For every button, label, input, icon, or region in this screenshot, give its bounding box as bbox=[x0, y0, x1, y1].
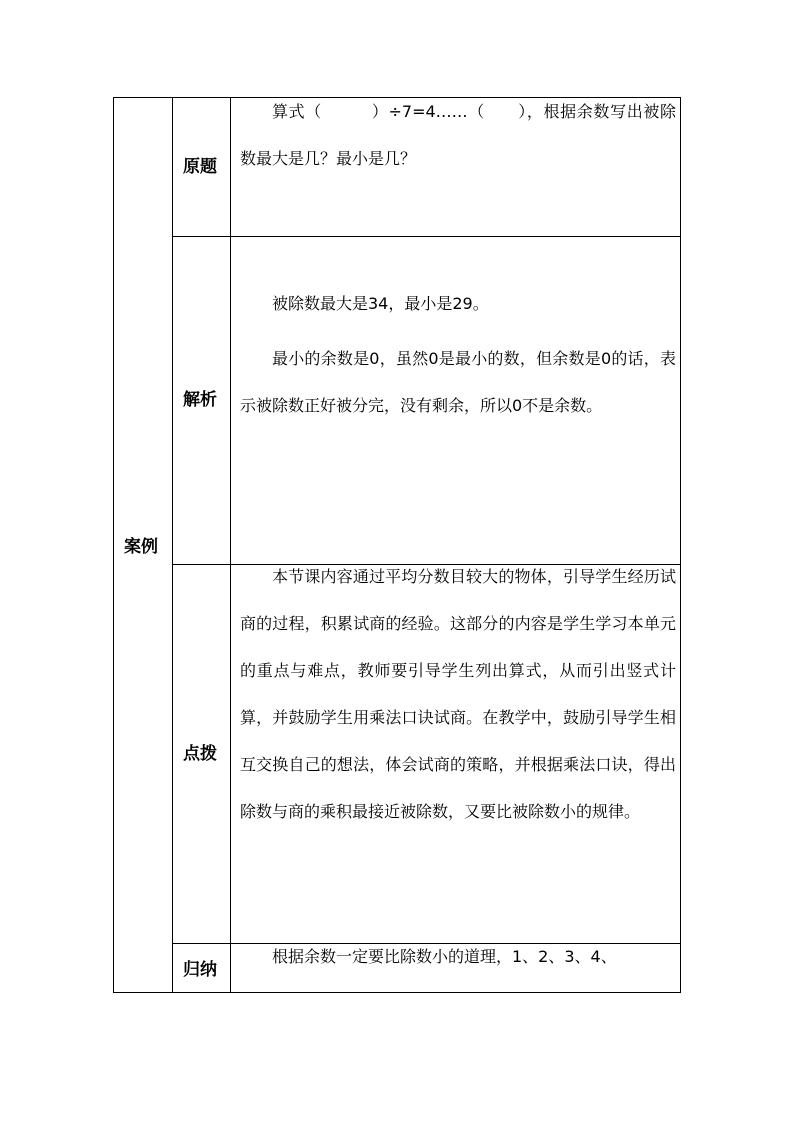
row-content-original-question bbox=[240, 88, 676, 182]
row-label-guidance: 点拨 bbox=[183, 744, 217, 764]
row-content-analysis bbox=[240, 280, 676, 429]
case-table bbox=[113, 97, 681, 993]
row-label-summary: 归纳 bbox=[183, 960, 217, 980]
column-divider-category bbox=[172, 98, 173, 992]
category-label: 案例 bbox=[124, 537, 158, 557]
column-divider-label bbox=[230, 98, 231, 992]
row-label-original-question: 原题 bbox=[183, 157, 217, 177]
paragraph: 算式（ ）÷7=4……（ ），根据余数写出被除数最大是几？最小是几？ bbox=[240, 102, 676, 168]
paragraph: 根据余数一定要比除数小的道理，1、2、3、4、 bbox=[272, 947, 617, 966]
paragraph: 本节课内容通过平均分数目较大的物体，引导学生经历试商的过程，积累试商的经验。这部分的内容是学生学习本单元的重点与难点，教师要引导学生列出算式，从而引出竖式计算，并鼓励学生用乘法口诀试商。在教学中，鼓励引导学生相互交换自己的想法，体会试商的策略，并根据乘法口诀，得出除数与商的乘积最接近被除数，又要比被除数小的规律。 bbox=[240, 567, 676, 821]
paragraph: 最小的余数是0，虽然0是最小的数，但余数是0的话，表示被除数正好被分完，没有剩余，所以0不是余数。 bbox=[240, 349, 676, 415]
row-content-summary bbox=[240, 933, 676, 980]
row-divider-1 bbox=[172, 236, 680, 237]
row-label-analysis: 解析 bbox=[183, 390, 217, 410]
row-content-guidance bbox=[240, 553, 676, 835]
paragraph: 被除数最大是34，最小是29。 bbox=[272, 294, 489, 313]
